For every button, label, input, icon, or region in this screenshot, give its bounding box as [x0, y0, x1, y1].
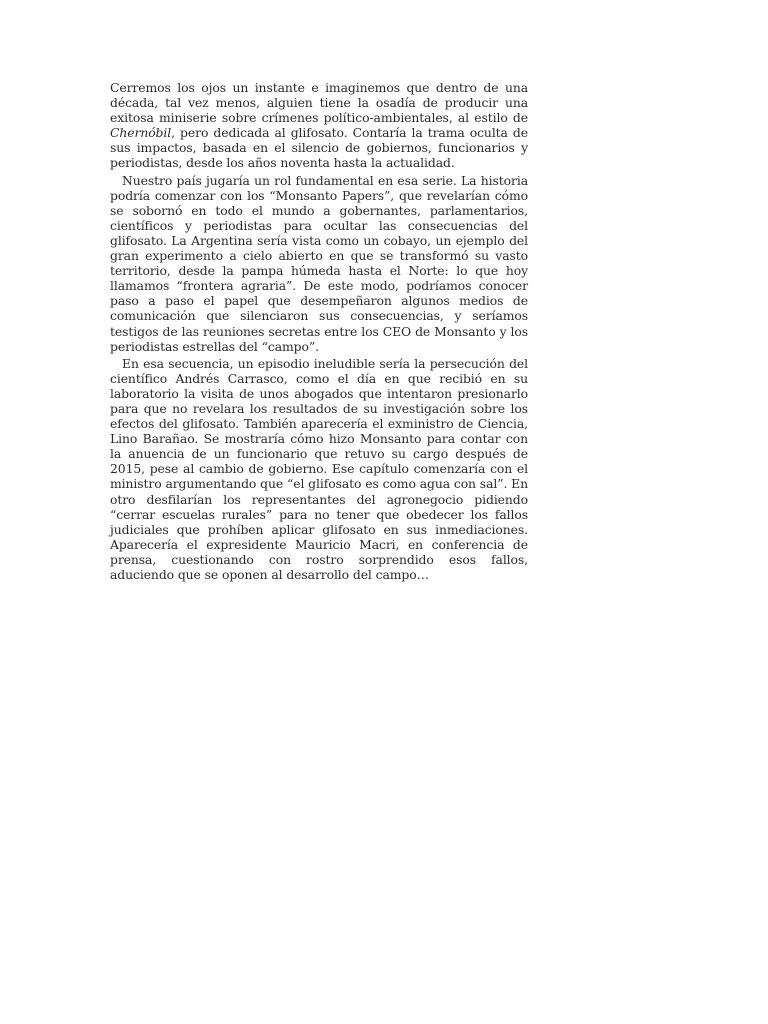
body-text — [110, 80, 528, 582]
paragraph-1 — [110, 80, 528, 171]
paragraph-3: En esa secuencia, un episodio ineludible sería la persecución del científico Andrés Carrasco, como el día en que recibió en su laboratorio la visita de unos abogados que intentaron presionarlo para que no revelara los resultados de su investigación sobre los efectos del glifosato. También aparecería el exministro de Ciencia, Lino Barañao. Se mostraría cómo hizo Monsanto para contar con la anuencia de un funcionario que retuvo su cargo después de 2015, pese al cambio de gobierno. Ese capítulo comenzaría con el ministro argumentando que “el glifosato es como agua con sal”. En otro desfilarían los representantes del agronegocio pidiendo “cerrar escuelas rurales” para no tener que obedecer los fallos judiciales que prohíben aplicar glifosato en sus inmediaciones. Aparecería el expresidente Mauricio Macri, en conferencia de prensa, cuestionando con rostro sorprendido esos fallos, aduciendo que se oponen al desarrollo del campo… — [110, 355, 528, 582]
paragraph-2: Nuestro país jugaría un rol fundamental en esa serie. La historia podría comenzar con los “Monsanto Papers”, que revelarían cómo se sobornó en todo el mundo a gobernantes, parlamentarios, científicos y periodistas para ocultar las consecuencias del glifosato. La Argentina sería vista como un cobayo, un ejemplo del gran experimento a cielo abierto en que se transformó su vasto territorio, desde la pampa húmeda hasta el Norte: lo que hoy llamamos “frontera agraria”. De este modo, podríamos conocer paso a paso el papel que desempeñaron algunos medios de comunicación que silenciaron sus consecuencias, y seríamos testigos de las reuniones secretas entre los CEO de Monsanto y los periodistas estrellas del “campo”. — [110, 172, 528, 354]
paragraph-1-end: , pero dedicada al glifosato. Contaría la trama oculta de sus impactos, basada en el silencio de gobiernos, funcionarios y periodistas, desde los años noventa hasta la actualidad. — [110, 125, 528, 171]
series-title-italic: Chernóbil — [110, 125, 172, 141]
paragraph-1-start: Cerremos los ojos un instante e imaginemos que dentro de una década, tal vez menos, alguien tiene la osadía de producir una exitosa miniserie sobre crímenes político-ambientales, al estilo de — [110, 80, 528, 126]
